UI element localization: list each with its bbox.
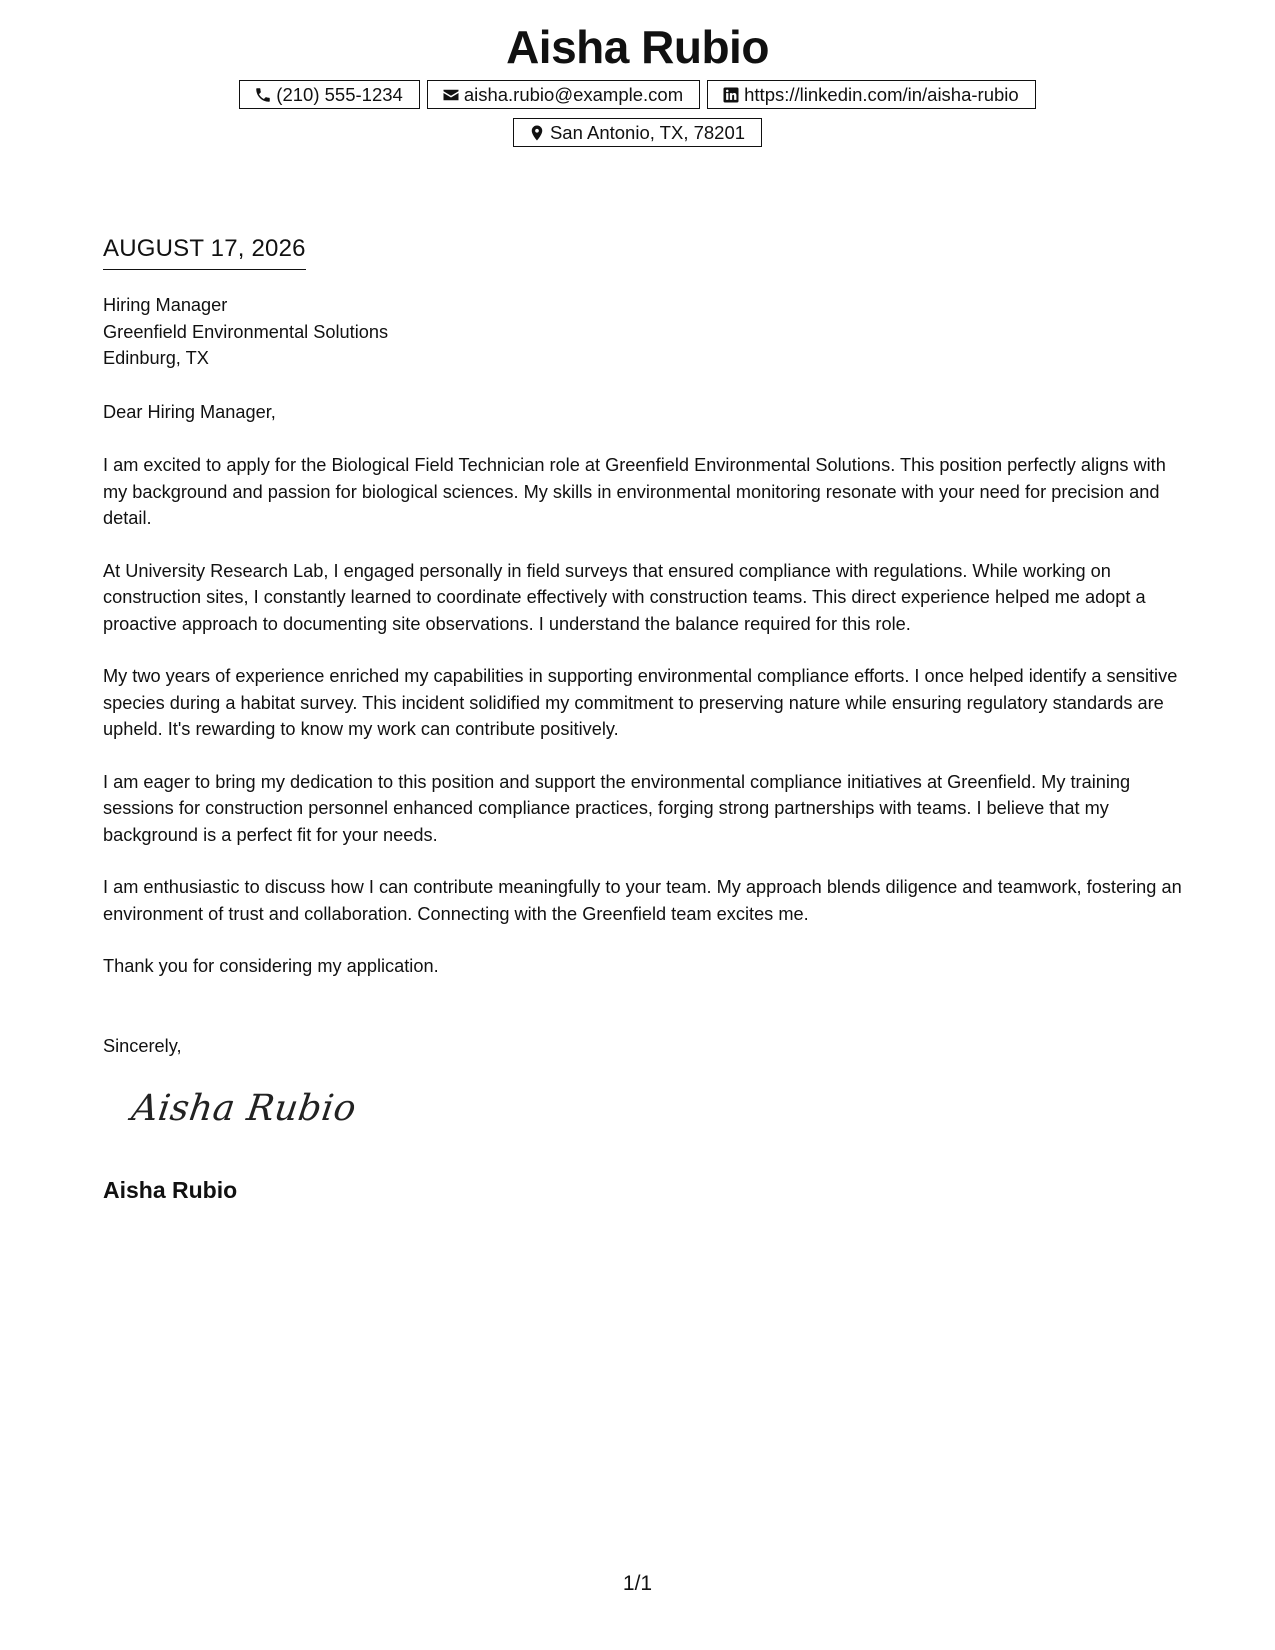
letter-date: AUGUST 17, 2026 [103, 235, 306, 270]
phone-text: (210) 555-1234 [276, 83, 403, 105]
recipient-company: Greenfield Environmental Solutions [103, 321, 389, 342]
letter-body [103, 452, 1183, 1006]
email-text: aisha.rubio@example.com [463, 83, 684, 105]
applicant-name: Aisha Rubio [506, 21, 769, 73]
body-paragraph: Thank you for considering my application. [103, 956, 439, 976]
phone-contact[interactable] [239, 80, 420, 109]
body-paragraph: I am excited to apply for the Biological Field Technician role at Greenfield Environmental Solutions. This position perfectly aligns with my background and passion for biological sciences. My skills in environmental monitoring resonate with your need for precision and detail. [103, 455, 1166, 528]
body-paragraph: At University Research Lab, I engaged personally in field surveys that ensured compliance with regulations. While working on construction sites, I constantly learned to coordinate effectively with construction teams. This direct experience helped me adopt a proactive approach to documenting site observations. I understand the balance required for this role. [103, 560, 1146, 634]
location-contact [513, 118, 762, 147]
map-marker-icon [528, 124, 546, 142]
contact-row-location [0, 118, 1275, 147]
handwritten-signature: Aisha Rubio [129, 1088, 359, 1129]
signer-name: Aisha Rubio [103, 1177, 238, 1203]
phone-icon [254, 86, 272, 104]
recipient-location: Edinburg, TX [103, 348, 209, 368]
salutation: Dear Hiring Manager, [103, 402, 276, 422]
body-paragraph: I am eager to bring my dedication to this position and support the environmental compliance initiatives at Greenfield. My training sessions for construction personnel enhanced compliance practices, forging strong partnerships with teams. I believe that my background is a perfect fit for your needs. [103, 771, 1131, 845]
recipient-title: Hiring Manager [103, 295, 228, 315]
closing: Sincerely, [103, 1036, 182, 1056]
body-paragraph: My two years of experience enriched my capabilities in supporting environmental compliance efforts. I once helped identify a sensitive species during a habitat survey. This incident solidified my commitment to preserving nature while ensuring regulatory standards are upheld. It's rewarding to know my work can contribute positively. [103, 666, 1178, 739]
envelope-icon [442, 86, 460, 104]
body-paragraph: I am enthusiastic to discuss how I can contribute meaningfully to your team. My approach blends diligence and teamwork, fostering an environment of trust and collaboration. Connecting with the Greenfield team excites me. [103, 877, 1182, 924]
contact-row [0, 80, 1275, 109]
recipient-block [103, 292, 1183, 372]
linkedin-text: https://linkedin.com/in/aisha-rubio [744, 83, 1019, 105]
location-text: San Antonio, TX, 78201 [549, 121, 746, 143]
linkedin-contact[interactable] [707, 80, 1036, 109]
linkedin-icon [722, 86, 740, 104]
page-number: 1/1 [622, 1572, 653, 1595]
email-contact[interactable] [427, 80, 700, 109]
